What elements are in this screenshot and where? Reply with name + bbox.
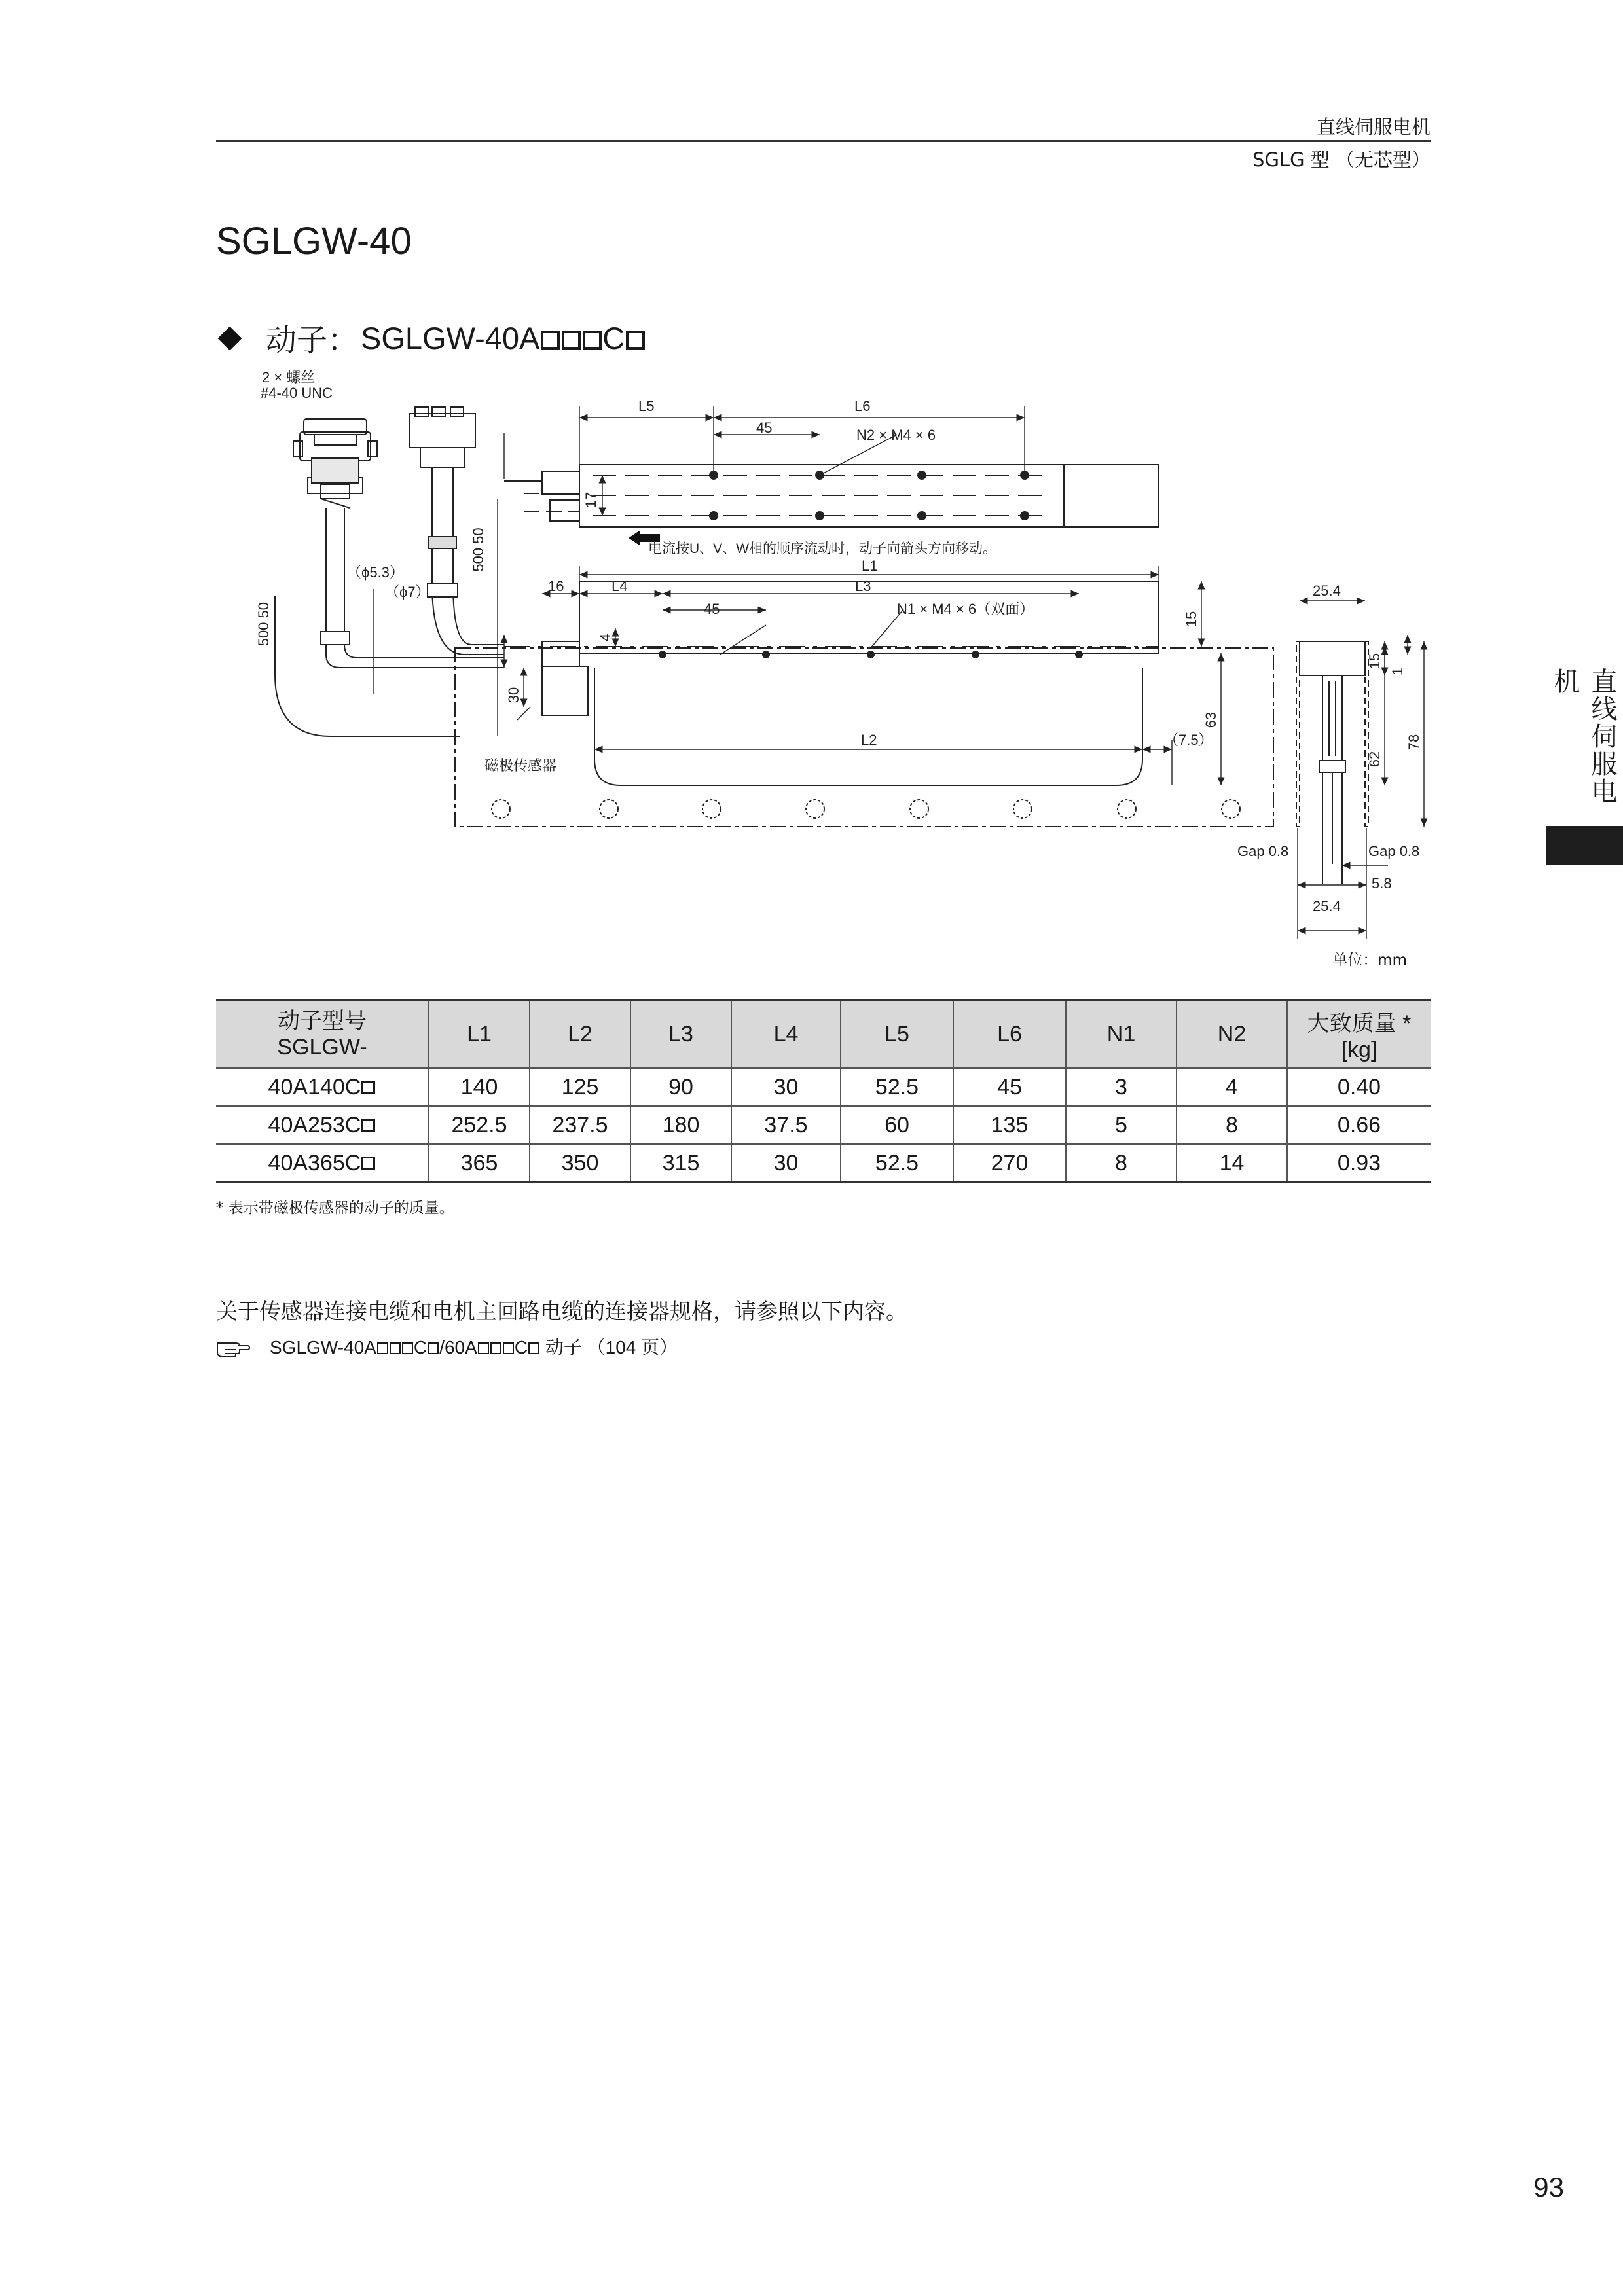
cell-model: 40A253C: [216, 1106, 429, 1144]
header-rule: [216, 140, 1431, 142]
page-title: SGLGW-40: [216, 220, 412, 262]
dim-45-top: 45: [756, 420, 773, 436]
cell-L6: 135: [953, 1106, 1066, 1144]
dim-45-bottom: 45: [704, 601, 720, 617]
screw-spec-label: #4-40 UNC: [261, 385, 333, 401]
holes-top-label: N2 × M4 × 6: [856, 427, 936, 443]
cell-L6: 45: [953, 1068, 1066, 1106]
dim-62: 62: [1366, 751, 1383, 768]
side-tab-marker: [1546, 826, 1623, 865]
cell-L5: 52.5: [841, 1068, 953, 1106]
dim-1: 1: [1389, 667, 1406, 676]
screw-qty-label: 2 × 螺丝: [262, 369, 316, 386]
cell-L1: 140: [429, 1068, 530, 1106]
cell-N2: 14: [1176, 1144, 1287, 1183]
unit-label: 单位：mm: [1332, 952, 1407, 969]
sensor-cable-diameter: （ϕ5.3）: [347, 564, 404, 581]
section-label: 动子：: [266, 323, 358, 357]
cell-N1: 3: [1066, 1068, 1176, 1106]
cell-mass: 0.40: [1287, 1068, 1431, 1106]
table-row: [216, 1106, 1431, 1144]
dim-25-4-bottom: 25.4: [1313, 898, 1341, 914]
page-number: 93: [1533, 2172, 1564, 2202]
cell-L5: 60: [841, 1106, 953, 1144]
cell-L3: 90: [630, 1068, 731, 1106]
dim-L1: L1: [862, 558, 878, 574]
dim-5-8: 5.8: [1372, 875, 1392, 891]
magnet-screw-holes: [492, 800, 1240, 818]
cell-L3: 315: [630, 1144, 731, 1183]
header-L5: L5: [841, 1000, 953, 1069]
cable-length-left: 500 50: [255, 602, 272, 647]
header-mass: 大致质量 * [kg]: [1287, 1000, 1431, 1069]
gap-right: Gap 0.8: [1368, 843, 1420, 859]
spec-table: [216, 999, 1431, 1183]
dim-L2: L2: [861, 732, 877, 748]
header-category: 直线伺服电机: [1316, 116, 1431, 138]
cell-mass: 0.93: [1287, 1144, 1431, 1183]
dim-30: 30: [505, 687, 522, 704]
table-row: [216, 1144, 1431, 1183]
cell-L2: 350: [530, 1144, 630, 1183]
header-L1: L1: [429, 1000, 530, 1069]
magnetic-sensor-label: 磁极传感器: [484, 757, 557, 774]
cell-N2: 8: [1176, 1106, 1287, 1144]
cell-L3: 180: [630, 1106, 731, 1144]
cell-L1: 365: [429, 1144, 530, 1183]
header-L3: L3: [630, 1000, 731, 1069]
dim-L5: L5: [638, 398, 655, 414]
cell-L6: 270: [953, 1144, 1066, 1183]
power-cable-diameter: （ϕ7）: [385, 584, 430, 600]
cell-L1: 252.5: [429, 1106, 530, 1144]
dim-78: 78: [1406, 734, 1422, 751]
section-model: SGLGW-40A C: [361, 320, 646, 356]
motor-end-view: [1296, 641, 1368, 884]
page-reference-link[interactable]: [216, 1333, 678, 1359]
header-L4: L4: [731, 1000, 841, 1069]
cell-L4: 30: [731, 1144, 841, 1183]
table-header-row: [216, 1000, 1431, 1069]
cell-L2: 237.5: [530, 1106, 630, 1144]
side-tab: [1546, 668, 1617, 825]
cell-model: 40A365C: [216, 1144, 429, 1183]
holes-bottom-label: N1 × M4 × 6（双面）: [897, 601, 1034, 617]
dim-17: 17: [583, 492, 599, 509]
header-subcategory: SGLG 型 （无芯型）: [1252, 149, 1431, 171]
cell-L2: 125: [530, 1068, 630, 1106]
cell-N1: 8: [1066, 1144, 1176, 1183]
power-connector: [410, 407, 475, 584]
cell-N1: 5: [1066, 1106, 1176, 1144]
header-N2: N2: [1176, 1000, 1287, 1069]
reference-text: SGLGW-40A C /60A C 动子 （104 页）: [270, 1337, 678, 1357]
cable-length-right: 500 50: [470, 528, 486, 572]
cell-model: 40A140C: [216, 1068, 429, 1106]
motor-side-view: [455, 581, 1273, 827]
sensor-connector: [293, 419, 377, 632]
side-tab-label: 直线伺服电机: [1550, 668, 1617, 805]
table-row: [216, 1068, 1431, 1106]
header-L6: L6: [953, 1000, 1066, 1069]
gap-left: Gap 0.8: [1237, 843, 1289, 859]
pointing-hand-icon: [216, 1335, 250, 1357]
dim-4: 4: [597, 633, 613, 642]
diamond-bullet-icon: [218, 326, 242, 350]
table-footnote: * 表示带磁极传感器的动子的质量。: [216, 1200, 454, 1217]
dim-L4: L4: [611, 578, 628, 594]
dim-15-side: 15: [1183, 611, 1199, 628]
dim-L6: L6: [854, 398, 871, 414]
dim-16: 16: [548, 578, 564, 594]
dim-L3: L3: [855, 578, 871, 594]
dim-15-end: 15: [1366, 653, 1383, 670]
cell-L4: 30: [731, 1068, 841, 1106]
cell-L5: 52.5: [841, 1144, 953, 1183]
section-heading: [216, 316, 646, 360]
cell-N2: 4: [1176, 1068, 1287, 1106]
header-model: 动子型号 SGLGW-: [216, 1000, 429, 1069]
cell-L4: 37.5: [731, 1106, 841, 1144]
header-N1: N1: [1066, 1000, 1176, 1069]
motor-dimension-drawing: [216, 367, 1434, 975]
header-L2: L2: [530, 1000, 630, 1069]
cell-mass: 0.66: [1287, 1106, 1431, 1144]
dim-63: 63: [1203, 711, 1219, 728]
direction-note: 电流按U、V、W相的顺序流动时，动子向箭头方向移动。: [648, 541, 996, 556]
dim-25-4-top: 25.4: [1313, 583, 1341, 599]
dim-7-5: （7.5）: [1164, 732, 1213, 748]
body-paragraph: 关于传感器连接电缆和电机主回路电缆的连接器规格，请参照以下内容。: [216, 1299, 907, 1324]
